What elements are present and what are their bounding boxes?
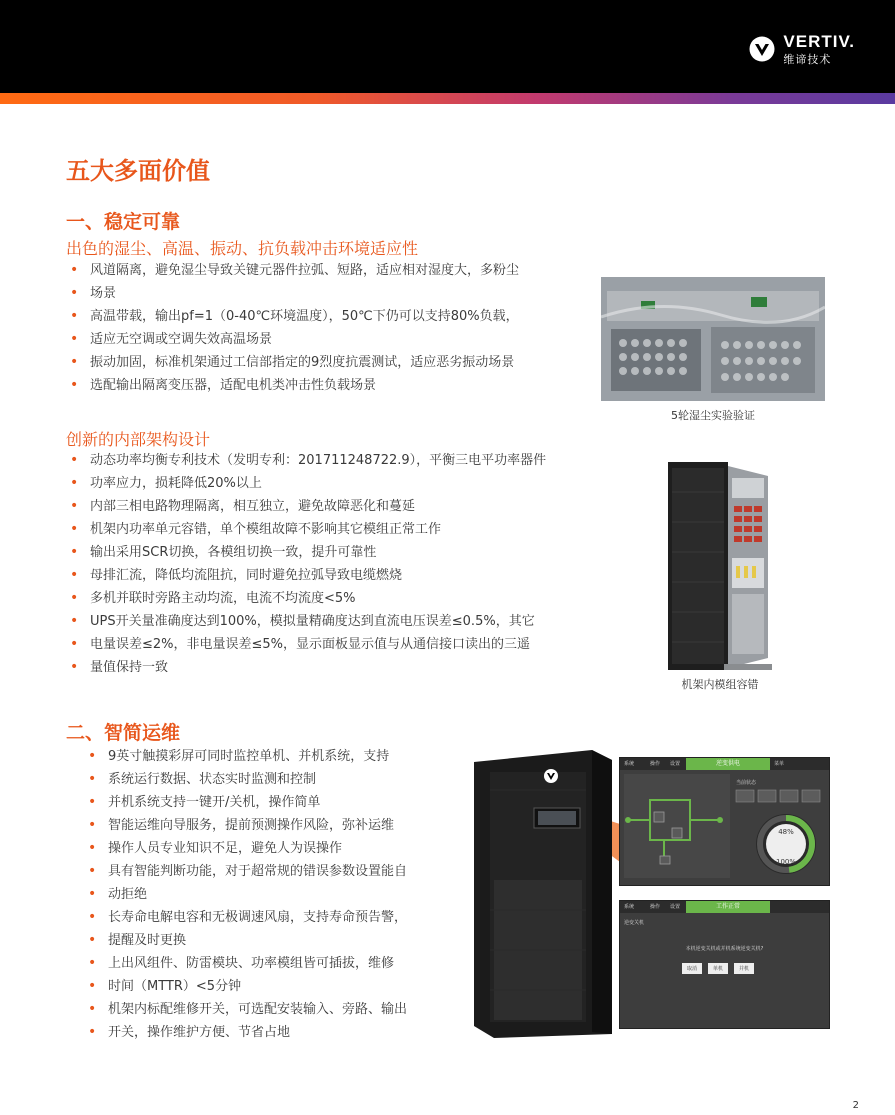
list-item: • 动拒绝: [84, 883, 454, 906]
list-item: • 内部三相电路物理隔离，相互独立，避免故障恶化和蔓延: [66, 495, 586, 518]
list-item: • 输出采用SCR切换，各模组切换一致，提升可靠性: [66, 541, 586, 564]
single-unit-button[interactable]: 单机: [708, 963, 728, 974]
tab-settings[interactable]: 设置: [670, 761, 681, 767]
touchscreen-main: [619, 757, 830, 886]
page-number: 2: [852, 1100, 859, 1111]
parallel-button[interactable]: 并机: [734, 963, 754, 974]
section1-sub1-list: [66, 259, 586, 397]
page-title: 五大多面价值: [66, 157, 210, 185]
dust-test-image: [601, 277, 825, 401]
list-item: • 高温带载，输出pf=1（0-40℃环境温度），50℃下仍可以支持80%负载，: [66, 305, 586, 328]
list-item: • 系统运行数据、状态实时监测和控制: [84, 768, 454, 791]
list-item: • 适应无空调或空调失效高温场景: [66, 328, 586, 351]
list-item: • 动态功率均衡专利技术（发明专利：201711248722.9），平衡三电平功率器件: [66, 449, 586, 472]
list-item: • 9英寸触摸彩屏可同时监控单机、并机系统，支持: [84, 745, 454, 768]
logo-wordmark: VERTIV.: [783, 32, 855, 51]
caption-cabinet: 机架内模组容错: [681, 678, 759, 691]
gauge-percent-top: 48%: [778, 828, 794, 836]
cancel-button[interactable]: 取消: [682, 963, 702, 974]
tab-operate[interactable]: 操作: [650, 761, 661, 767]
section1-sub1-heading: 出色的湿尘、高温、振动、抗负载冲击环境适应性: [66, 239, 419, 258]
screen-status-title: 逆变供电: [686, 758, 770, 770]
list-item: • 场景: [66, 282, 586, 305]
list-item: • 时间（MTTR）<5分钟: [84, 975, 454, 998]
tab-operate[interactable]: 操作: [650, 904, 661, 910]
section2-list: [84, 745, 454, 1044]
list-item: • 上出风组件、防雷模块、功率模组皆可插拔，维修: [84, 952, 454, 975]
page-header: [0, 0, 895, 93]
list-item: • 机架内功率单元容错，单个模组故障不影响其它模组正常工作: [66, 518, 586, 541]
dust-test-photo: [601, 277, 825, 401]
open-cabinet-image: [668, 462, 778, 672]
list-item: • 电量误差≤2%，非电量误差≤5%，显示面板显示值与从通信接口读出的三遥: [66, 633, 586, 656]
dialog-buttons: [682, 963, 754, 974]
list-item: • 智能运维向导服务，提前预测操作风险，弥补运维: [84, 814, 454, 837]
list-item: • 多机并联时旁路主动均流，电流不均流度<5%: [66, 587, 586, 610]
section1-heading: 一、稳定可靠: [66, 211, 181, 233]
list-item: • 机架内标配维修开关，可选配安装输入、旁路、输出: [84, 998, 454, 1021]
list-item: • 选配输出隔离变压器，适配电机类冲击性负载场景: [66, 374, 586, 397]
section2-heading: 二、智简运维: [66, 722, 181, 744]
list-item: • 长寿命电解电容和无极调速风扇，支持寿命预告警，: [84, 906, 454, 929]
list-item: • 母排汇流，降低均流阻抗，同时避免拉弧导致电缆燃烧: [66, 564, 586, 587]
list-item: • UPS开关量准确度达到100%，模拟量精确度达到直流电压误差≤0.5%，其它: [66, 610, 586, 633]
vertiv-logo-icon: [749, 36, 775, 62]
section1-sub2-heading: 创新的内部架构设计: [66, 430, 211, 449]
list-item: • 振动加固，标准机架通过工信部指定的9烈度抗震测试，适应恶劣振动场景: [66, 351, 586, 374]
dialog-section: 逆变关机: [624, 920, 645, 926]
list-item: • 量值保持一致: [66, 656, 586, 679]
list-item: • 提醒及时更换: [84, 929, 454, 952]
list-item: • 具有智能判断功能，对于超常规的错误参数设置能自: [84, 860, 454, 883]
tab-system[interactable]: 系统: [624, 761, 635, 767]
screen-panel-label: 当前状态: [736, 780, 757, 786]
list-item: • 风道隔离，避免湿尘导致关键元器件拉弧、短路，适应相对湿度大，多粉尘: [66, 259, 586, 282]
touchscreen-dialog: [619, 900, 830, 1029]
gauge-percent-bottom: 100%: [775, 858, 797, 866]
caption-dust-test: 5轮湿尘实验验证: [671, 409, 755, 422]
list-item: • 功率应力，损耗降低20%以上: [66, 472, 586, 495]
tab-menu[interactable]: 菜单: [774, 761, 785, 767]
screen-status-title: 工作正常: [686, 901, 770, 913]
list-item: • 操作人员专业知识不足，避免人为误操作: [84, 837, 454, 860]
logo-chinese: 维谛技术: [783, 53, 832, 66]
tab-settings[interactable]: 设置: [670, 904, 681, 910]
vertiv-logo: [749, 29, 855, 69]
dialog-question: 本机逆变关机或并机系统逆变关机?: [685, 946, 764, 952]
section1-sub2-list: [66, 449, 586, 679]
list-item: • 开关，操作维护方便、节省占地: [84, 1021, 454, 1044]
screen-diagram: [620, 770, 830, 886]
gradient-bar: [0, 93, 895, 104]
tab-system[interactable]: 系统: [624, 904, 635, 910]
list-item: • 并机系统支持一键开/关机，操作简单: [84, 791, 454, 814]
